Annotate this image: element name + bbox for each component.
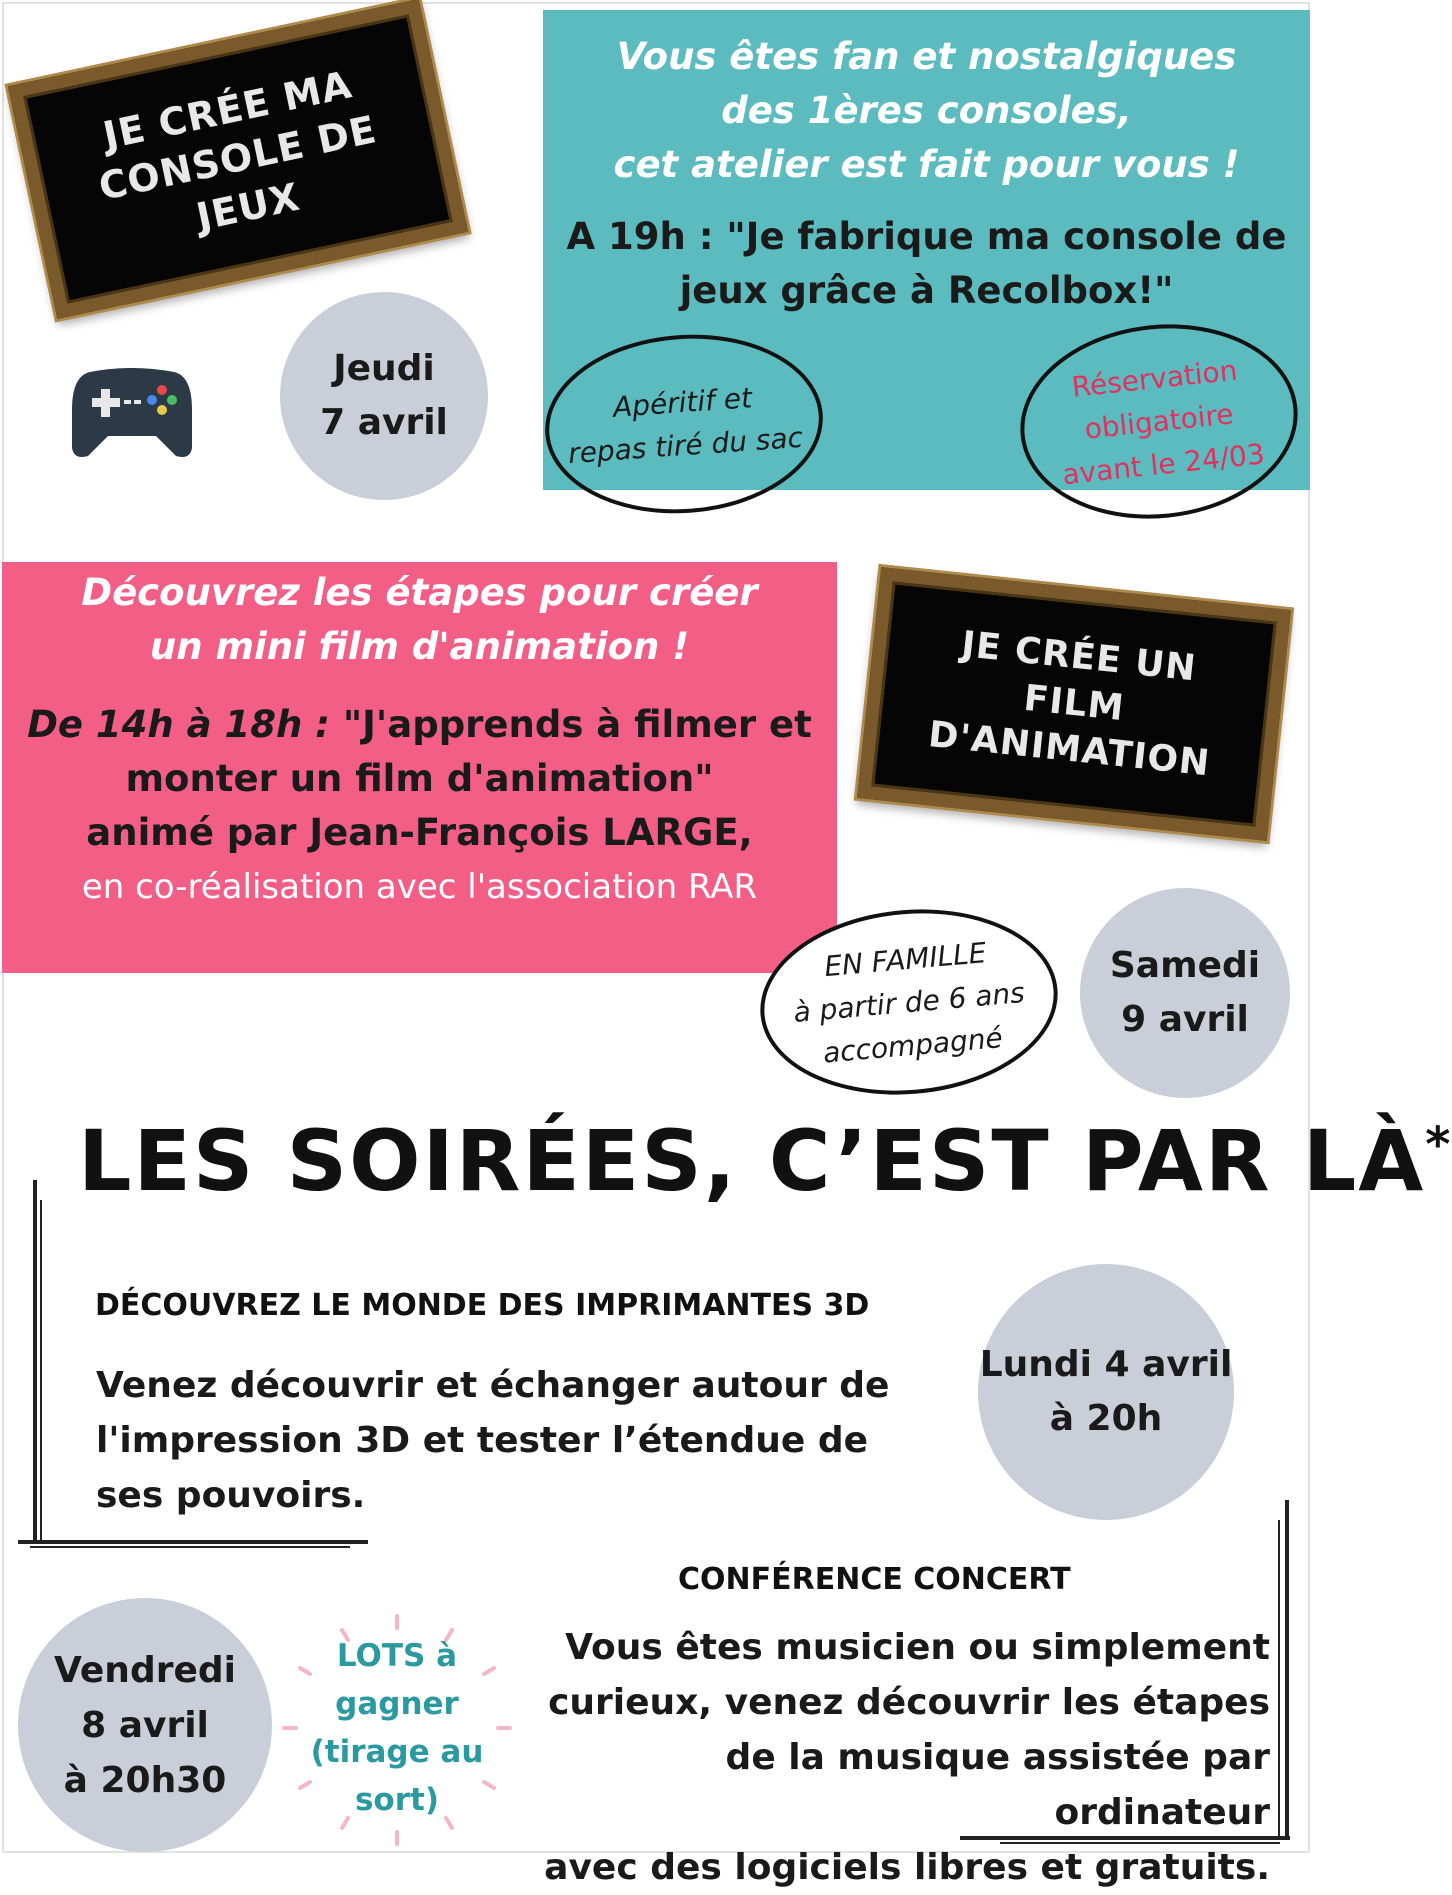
scratch-frame-bottom <box>18 1540 368 1544</box>
date-circle-lundi <box>978 1264 1234 1520</box>
section-3d-body <box>96 1358 916 1523</box>
chalkboard-film-text: JE CRÉE UN FILM D'ANIMATION <box>926 623 1213 785</box>
lots-line4: sort) <box>354 1782 440 1818</box>
lots-burst <box>272 1610 522 1850</box>
pink-time: De 14h à 18h : <box>27 703 330 746</box>
pink-event-line3: animé par Jean-François LARGE, <box>86 811 753 854</box>
section-3d-line3: ses pouvoirs. <box>96 1475 366 1516</box>
date1-line1: Jeudi <box>333 348 435 389</box>
date1-line2: 7 avril <box>320 402 448 443</box>
soirees-title-text: LES SOIRÉES, C’EST PAR LÀ <box>78 1112 1426 1210</box>
aperitif-line2: repas tiré du sac <box>567 420 804 471</box>
pink-event-line2: monter un film d'animation" <box>125 757 714 800</box>
pink-event-line4: en co-réalisation avec l'association RAR <box>81 867 758 907</box>
date4-line3: à 20h30 <box>63 1759 227 1801</box>
date-circle-samedi <box>1080 888 1290 1098</box>
reservation-line3: avant le 24/03 <box>1060 437 1267 492</box>
pink-intro-line1: Découvrez les étapes pour créer <box>81 571 758 614</box>
date-circle-jeudi <box>280 292 488 500</box>
teal-intro-line3: cet atelier est fait pour vous ! <box>613 143 1240 186</box>
teal-event-line2: jeux grâce à Recolbox!" <box>679 269 1174 312</box>
soirees-asterisk: * <box>1425 1117 1452 1173</box>
pink-intro-line2: un mini film d'animation ! <box>149 625 690 668</box>
section-3d-line1: Venez découvrir et échanger autour de <box>96 1365 890 1406</box>
chalkboard-film <box>857 567 1291 841</box>
concert-line1: Vous êtes musicien ou simplement <box>565 1627 1270 1668</box>
reservation-line1: Réservation <box>1070 353 1239 404</box>
scratch-frame-bottom-2 <box>30 1546 350 1548</box>
lots-line3: (tirage au <box>310 1734 484 1770</box>
gamepad-icon <box>70 360 194 460</box>
scratch-frame-right-vertical <box>1285 1500 1289 1840</box>
teal-intro-line2: des 1ères consoles, <box>721 89 1132 132</box>
concert-line2: curieux, venez découvrir les étapes <box>548 1682 1270 1723</box>
reservation-line2: obligatoire <box>1082 397 1236 446</box>
section-3d-heading-text: DÉCOUVREZ LE MONDE DES IMPRIMANTES 3D <box>95 1288 870 1323</box>
famille-line2: à partir de 6 ans <box>792 975 1026 1029</box>
teal-intro-line1: Vous êtes fan et nostalgiques <box>616 35 1237 78</box>
concert-heading-text: CONFÉRENCE CONCERT <box>678 1562 1071 1597</box>
concert-line4: avec des logiciels libres et gratuits. <box>544 1847 1270 1888</box>
aperitif-line1: Apéritif et <box>611 381 754 424</box>
chalkboard-console-text: JE CRÉE MA CONSOLE DE JEUX <box>95 62 381 239</box>
scratch-frame-left-vertical-2 <box>40 1200 42 1540</box>
date3-line1: Lundi 4 avril <box>979 1344 1233 1385</box>
date2-line2: 9 avril <box>1121 999 1249 1040</box>
scratch-frame-left-vertical <box>33 1180 37 1542</box>
concert-body <box>510 1620 1270 1895</box>
date-circle-vendredi <box>18 1598 272 1852</box>
section-3d-line2: l'impression 3D et tester l’étendue de <box>96 1420 869 1461</box>
pink-block <box>2 562 837 973</box>
teal-event-line1: A 19h : "Je fabrique ma console de <box>566 215 1287 258</box>
date4-line1: Vendredi <box>54 1649 236 1691</box>
section-3d-heading <box>95 1288 869 1323</box>
famille-line1: EN FAMILLE <box>822 935 988 983</box>
soirees-title <box>78 1112 1452 1210</box>
lots-line2: gagner <box>335 1686 459 1722</box>
concert-line3: de la musique assistée par ordinateur <box>725 1737 1270 1833</box>
lots-line1: LOTS à <box>336 1638 458 1674</box>
date2-line1: Samedi <box>1109 945 1261 986</box>
date3-line2: à 20h <box>1049 1398 1163 1439</box>
pink-event-line1: "J'apprends à filmer et <box>329 703 812 746</box>
concert-heading <box>678 1562 1071 1597</box>
date4-line2: 8 avril <box>81 1704 209 1746</box>
famille-line3: accompagné <box>821 1020 1004 1070</box>
scratch-frame-right-vertical-2 <box>1278 1520 1280 1840</box>
